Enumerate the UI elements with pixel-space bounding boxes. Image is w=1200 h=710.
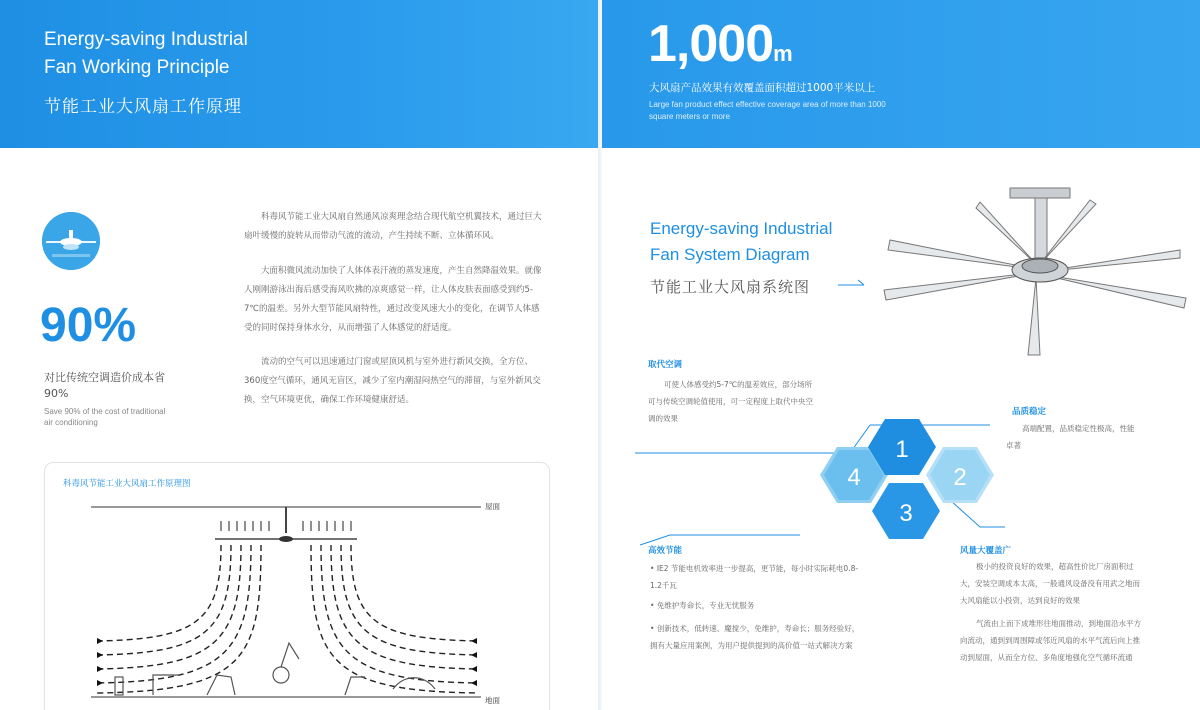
feature-efficient-bullet-1-text: IE2 节能电机效率进一步提高，更节能，每小时实际耗电0.8-1.2千瓦 xyxy=(650,564,859,590)
feature-replace-ac-title: 取代空调 xyxy=(648,360,683,370)
principle-diagram xyxy=(44,462,550,710)
ground-label: 地面 xyxy=(485,696,500,705)
coverage-caption-en: Large fan product effect effective coverage area of more than 1000 square meters or more xyxy=(649,100,886,121)
system-title-en xyxy=(650,216,832,268)
feature-coverage-line4: 气流由上而下成堆形往地面推动，到地面沿水平方 xyxy=(976,619,1141,628)
feature-quality-text xyxy=(1006,420,1176,454)
header-banner-left xyxy=(0,0,598,148)
feature-coverage-line3: 大风扇能以小投资，达到良好的效果 xyxy=(960,596,1080,605)
feature-efficient-bullet-2-text: 免维护寿命长，专业无忧服务 xyxy=(656,601,755,610)
page-fold xyxy=(598,0,602,710)
page-title-en xyxy=(44,26,248,82)
system-title-cn: 节能工业大风扇系统图 xyxy=(650,278,811,296)
savings-desc-cn: 对比传统空调造价成本省90% xyxy=(44,371,165,400)
feature-efficient-bullet-3-text: 创新技术，低转速、魔搅少，免维护，寿命长；服务经验好，拥有大量应用案例，为用户提供提到的高价值一站式解决方案 xyxy=(650,624,860,650)
feature-efficient-bullet-1: • IE2 节能电机效率进一步提高，更节能，每小时实际耗电0.8-1.2千瓦 xyxy=(650,564,859,590)
feature-replace-ac-line3: 调的效果 xyxy=(648,414,678,423)
roof-label: 屋面 xyxy=(485,502,500,511)
title-en-line1: Energy-saving Industrial xyxy=(44,29,248,50)
hex-number-1: 1 xyxy=(895,436,909,463)
intro-paragraph-3: 流动的空气可以迅速通过门窗或屋顶风机与室外进行新风交换，全方位、360度空气循环，通风无盲区，减少了室内潮湿闷热空气的滞留，与室外新风交换，空气环境更优，确保工作环境健康舒适。 xyxy=(244,357,541,405)
intro-paragraph-1: 科毒风节能工业大风扇自然通风凉爽理念结合现代航空机翼技术，通过巨大扇叶缓慢的旋转从而带动气流的流动，产生持续不断、立体循环风。 xyxy=(244,212,542,241)
feature-replace-ac-line2: 可与传统空调轮值使用，可一定程度上取代中央空 xyxy=(648,397,813,406)
features-hexagon-graphic xyxy=(630,405,1010,555)
feature-coverage-line2: 大，安装空调成本太高，一般通风设备没有用武之地而 xyxy=(960,579,1140,588)
system-title-en-line2: Fan System Diagram xyxy=(650,245,810,264)
hex-number-2: 2 xyxy=(953,464,967,491)
feature-replace-ac-line1: 可使人体感受约5-7℃的温差效应，部分场所 xyxy=(664,380,813,389)
feature-quality-line2: 卓著 xyxy=(1006,441,1021,450)
feature-coverage-title: 风量大覆盖广 xyxy=(960,546,1012,556)
page-title-cn: 节能工业大风扇工作原理 xyxy=(44,97,242,117)
airflow-diagram xyxy=(45,463,551,710)
intro-paragraph-2: 大面积微风流动加快了人体体表汗液的蒸发速度，产生自然降温效果。就像人刚刚游泳出海后感受海风吹拂的凉爽感觉一样，让人体皮肤表面感受到约5-7℃的温差。另外大型节能风扇特性，通过改变风速大小的变化，在调节人体感受的同时保持身体水分，从而增强了人体感觉的舒适度。 xyxy=(244,266,542,333)
hex-number-4: 4 xyxy=(847,464,861,491)
savings-desc-en: Save 90% of the cost of traditional air conditioning xyxy=(44,407,166,427)
coverage-caption-cn: 大风扇产品效果有效覆盖面积超过1000平米以上 xyxy=(649,82,876,94)
industrial-fan-illustration xyxy=(880,180,1190,360)
coverage-unit: m xyxy=(773,41,793,66)
arrow-right-icon xyxy=(838,277,866,289)
title-en-line2: Fan Working Principle xyxy=(44,57,230,78)
fan-circle-icon xyxy=(42,212,100,270)
feature-coverage-line6: 动到屋面，从而全方位、多角度地强化空气循环流通 xyxy=(960,653,1133,662)
hex-number-3: 3 xyxy=(899,500,913,527)
coverage-number xyxy=(648,14,793,74)
feature-quality-line1: 高端配置，品质稳定性极高，性能 xyxy=(1022,424,1135,433)
feature-coverage-line5: 向流动，通到到周围障或邻近风扇的水平气流后向上推 xyxy=(960,636,1140,645)
system-title-en-line1: Energy-saving Industrial xyxy=(650,219,833,238)
diagram-title: 科毒风节能工业大风扇工作原理图 xyxy=(63,479,191,489)
feature-coverage-text xyxy=(960,558,1160,666)
savings-percent: 90% xyxy=(40,299,137,352)
coverage-value: 1,000 xyxy=(648,15,774,73)
feature-efficient-title: 高效节能 xyxy=(648,546,683,556)
feature-efficient-bullet-2: • 免维护寿命长，专业无忧服务 xyxy=(650,601,755,610)
feature-efficient-bullet-3: • 创新技术，低转速、魔搅少，免维护，寿命长；服务经验好，拥有大量应用案例，为用户提供提到的高价值一站式解决方案 xyxy=(650,624,860,650)
feature-coverage-line1: 极小的投资良好的效果，超高性价比厂房面积过 xyxy=(976,562,1134,571)
feature-quality-title: 品质稳定 xyxy=(1012,407,1047,417)
